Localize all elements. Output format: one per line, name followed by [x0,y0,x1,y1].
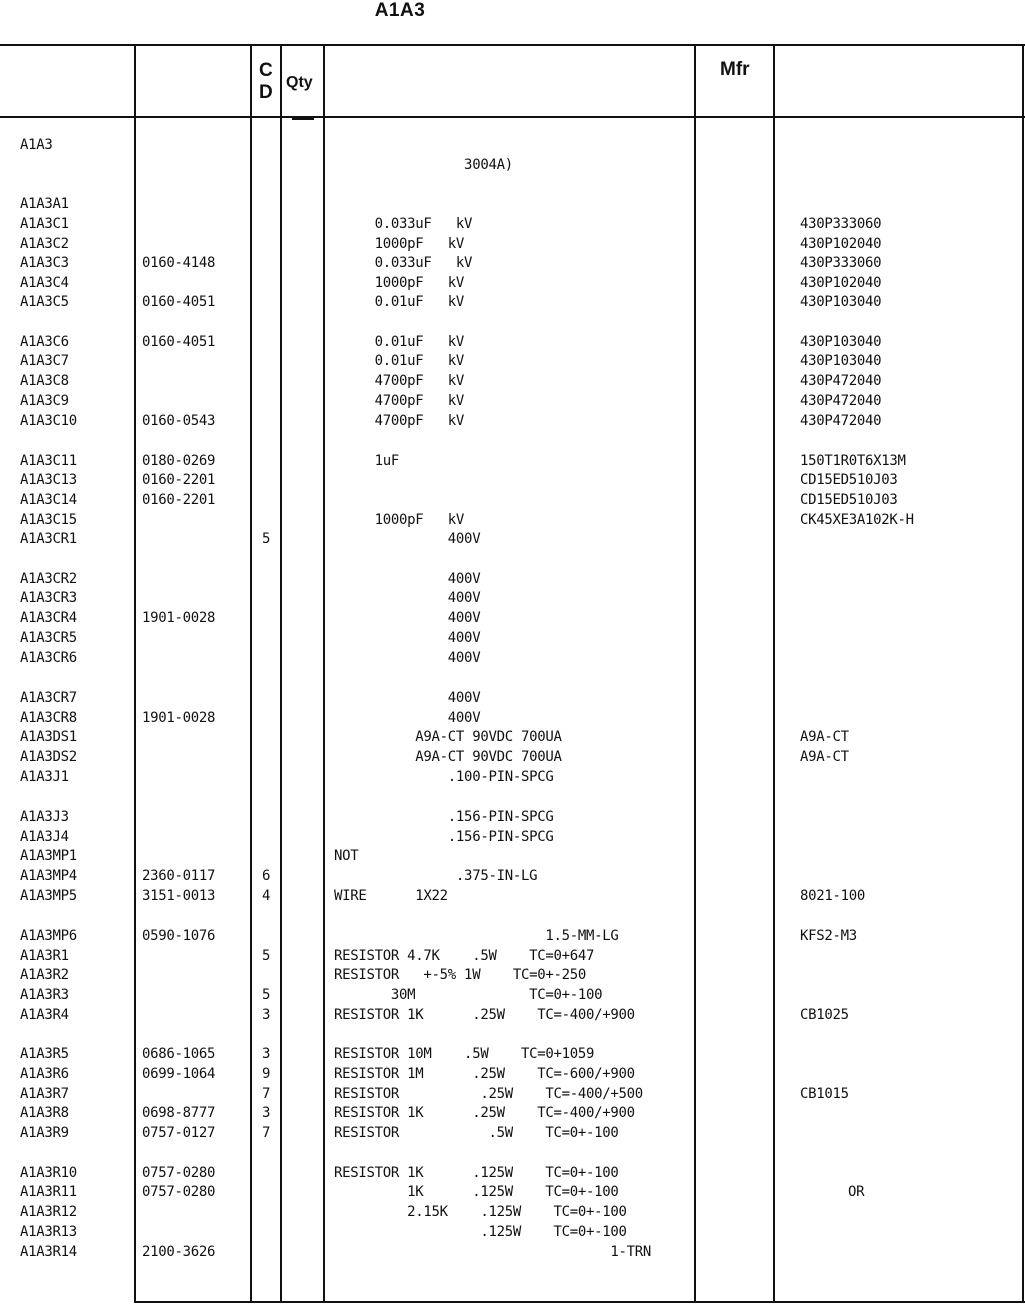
description: A9A-CT 90VDC 700UA [334,749,562,765]
reference-designator: A1A3C4 [20,275,69,291]
reference-designator: A1A3MP1 [20,848,77,864]
check-digit: 7 [262,1086,271,1102]
mfr-part-number: A9A-CT [800,749,849,765]
mfr-part-number: 430P333060 [800,255,882,271]
reference-designator: A1A3DS2 [20,749,77,765]
mfr-part-number: KFS2-M3 [800,928,857,944]
mfr-part-number: CD15ED510J03 [800,472,898,488]
description: RESISTOR 1K .25W TC=-400/+900 [334,1105,635,1121]
description: 400V [334,590,481,606]
reference-designator: A1A3CR2 [20,571,77,587]
reference-designator: A1A3R11 [20,1184,77,1200]
description: 400V [334,650,481,666]
reference-designator: A1A3R8 [20,1105,69,1121]
check-digit: 7 [262,1125,271,1141]
reference-designator: A1A3CR6 [20,650,77,666]
reference-designator: A1A3R5 [20,1046,69,1062]
reference-designator: A1A3C7 [20,353,69,369]
part-number: 0160-2201 [142,492,216,508]
description: WIRE 1X22 [334,888,448,904]
part-number: 0699-1064 [142,1066,216,1082]
header-cd: C D [259,60,273,103]
reference-designator: A1A3C1 [20,216,69,232]
reference-designator: A1A3C10 [20,413,77,429]
part-number: 0180-0269 [142,453,216,469]
mfr-part-number: 430P472040 [800,413,882,429]
part-number: 2360-0117 [142,868,216,884]
reference-designator: A1A3C6 [20,334,69,350]
description: 400V [334,571,481,587]
reference-designator: A1A3R9 [20,1125,69,1141]
reference-designator: A1A3R4 [20,1007,69,1023]
mfr-part-number: 430P103040 [800,294,882,310]
description: 0.01uF kV [334,334,465,350]
check-digit: 3 [262,1105,271,1121]
description: 1000pF kV [334,275,465,291]
check-digit: 5 [262,948,271,964]
part-number: 0686-1065 [142,1046,216,1062]
reference-designator: A1A3R12 [20,1204,77,1220]
description: 0.033uF kV [334,255,473,271]
reference-designator: A1A3C11 [20,453,77,469]
reference-designator: A1A3J3 [20,809,69,825]
description: .156-PIN-SPCG [334,809,554,825]
mfr-part-number: 150T1R0T6X13M [800,453,906,469]
reference-designator: A1A3CR8 [20,710,77,726]
description: 2.15K .125W TC=0+-100 [334,1204,627,1220]
reference-designator: A1A3R7 [20,1086,69,1102]
description: NOT [334,848,359,864]
description: 30M TC=0+-100 [334,987,603,1003]
part-number: 2100-3626 [142,1244,216,1260]
check-digit: 9 [262,1066,271,1082]
mfr-note: OR [848,1184,865,1200]
reference-designator: A1A3R6 [20,1066,69,1082]
part-number: 0757-0280 [142,1165,216,1181]
description: RESISTOR 1M .25W TC=-600/+900 [334,1066,635,1082]
description: RESISTOR 4.7K .5W TC=0+647 [334,948,595,964]
part-number: 0590-1076 [142,928,216,944]
check-digit: 5 [262,531,271,547]
reference-designator: A1A3J4 [20,829,69,845]
part-number: 0757-0127 [142,1125,216,1141]
part-number: 1901-0028 [142,710,216,726]
reference-designator: A1A3C8 [20,373,69,389]
reference-designator: A1A3C14 [20,492,77,508]
part-number: 0160-4051 [142,334,216,350]
description: RESISTOR 10M .5W TC=0+1059 [334,1046,595,1062]
description: 4700pF kV [334,413,465,429]
reference-designator: A1A3R3 [20,987,69,1003]
reference-designator: A1A3R13 [20,1224,77,1240]
mfr-part-number: 430P472040 [800,393,882,409]
description: RESISTOR .25W TC=-400/+500 [334,1086,643,1102]
mfr-part-number: CB1015 [800,1086,849,1102]
description: 4700pF kV [334,373,465,389]
description: 400V [334,710,481,726]
check-digit: 6 [262,868,271,884]
mfr-part-number: CB1025 [800,1007,849,1023]
description: A9A-CT 90VDC 700UA [334,729,562,745]
reference-designator: A1A3MP5 [20,888,77,904]
description: RESISTOR +-5% 1W TC=0+-250 [334,967,586,983]
part-number: 0757-0280 [142,1184,216,1200]
description: 400V [334,531,481,547]
reference-designator: A1A3CR3 [20,590,77,606]
description: .375-IN-LG [334,868,538,884]
description: 400V [334,610,481,626]
reference-designator: A1A3C9 [20,393,69,409]
description: RESISTOR 1K .125W TC=0+-100 [334,1165,619,1181]
part-number: 3151-0013 [142,888,216,904]
mfr-part-number: A9A-CT [800,729,849,745]
description: RESISTOR 1K .25W TC=-400/+900 [334,1007,635,1023]
reference-designator: A1A3R2 [20,967,69,983]
reference-designator: A1A3 [20,137,53,153]
mfr-part-number: 430P102040 [800,236,882,252]
mfr-part-number: 430P102040 [800,275,882,291]
reference-designator: A1A3R1 [20,948,69,964]
part-number: 1901-0028 [142,610,216,626]
reference-designator: A1A3J1 [20,769,69,785]
reference-designator: A1A3A1 [20,196,69,212]
description: 0.01uF kV [334,294,465,310]
reference-designator: A1A3C2 [20,236,69,252]
description: 1.5-MM-LG [334,928,619,944]
mfr-part-number: CK45XE3A102K-H [800,512,914,528]
description: 1000pF kV [334,236,465,252]
page-title: A1A3 [374,0,426,21]
part-number: 0698-8777 [142,1105,216,1121]
part-number: 0160-0543 [142,413,216,429]
check-digit: 4 [262,888,271,904]
check-digit: 3 [262,1046,271,1062]
description: 0.01uF kV [334,353,465,369]
description: 1K .125W TC=0+-100 [334,1184,619,1200]
description: 400V [334,690,481,706]
description: .100-PIN-SPCG [334,769,554,785]
description: RESISTOR .5W TC=0+-100 [334,1125,619,1141]
description: 0.033uF kV [334,216,473,232]
mfr-part-number: CD15ED510J03 [800,492,898,508]
description: 3004A) [334,157,513,173]
mfr-part-number: 430P103040 [800,353,882,369]
mfr-part-number: 430P103040 [800,334,882,350]
reference-designator: A1A3MP6 [20,928,77,944]
reference-designator: A1A3R14 [20,1244,77,1260]
reference-designator: A1A3MP4 [20,868,77,884]
reference-designator: A1A3C15 [20,512,77,528]
part-number: 0160-2201 [142,472,216,488]
mfr-part-number: 430P333060 [800,216,882,232]
check-digit: 5 [262,987,271,1003]
mfr-part-number: 8021-100 [800,888,866,904]
reference-designator: A1A3CR1 [20,531,77,547]
description: 1uF [334,453,400,469]
check-digit: 3 [262,1007,271,1023]
reference-designator: A1A3CR7 [20,690,77,706]
reference-designator: A1A3C13 [20,472,77,488]
description: .156-PIN-SPCG [334,829,554,845]
reference-designator: A1A3DS1 [20,729,77,745]
part-number: 0160-4051 [142,294,216,310]
header-mfr: Mfr [720,59,750,80]
reference-designator: A1A3R10 [20,1165,77,1181]
description: 1-TRN [334,1244,652,1260]
reference-designator: A1A3C3 [20,255,69,271]
header-qty: Qty [286,74,313,91]
description: .125W TC=0+-100 [334,1224,627,1240]
mfr-part-number: 430P472040 [800,373,882,389]
description: 1000pF kV [334,512,465,528]
reference-designator: A1A3CR4 [20,610,77,626]
description: 400V [334,630,481,646]
part-number: 0160-4148 [142,255,216,271]
reference-designator: A1A3CR5 [20,630,77,646]
reference-designator: A1A3C5 [20,294,69,310]
description: 4700pF kV [334,393,465,409]
